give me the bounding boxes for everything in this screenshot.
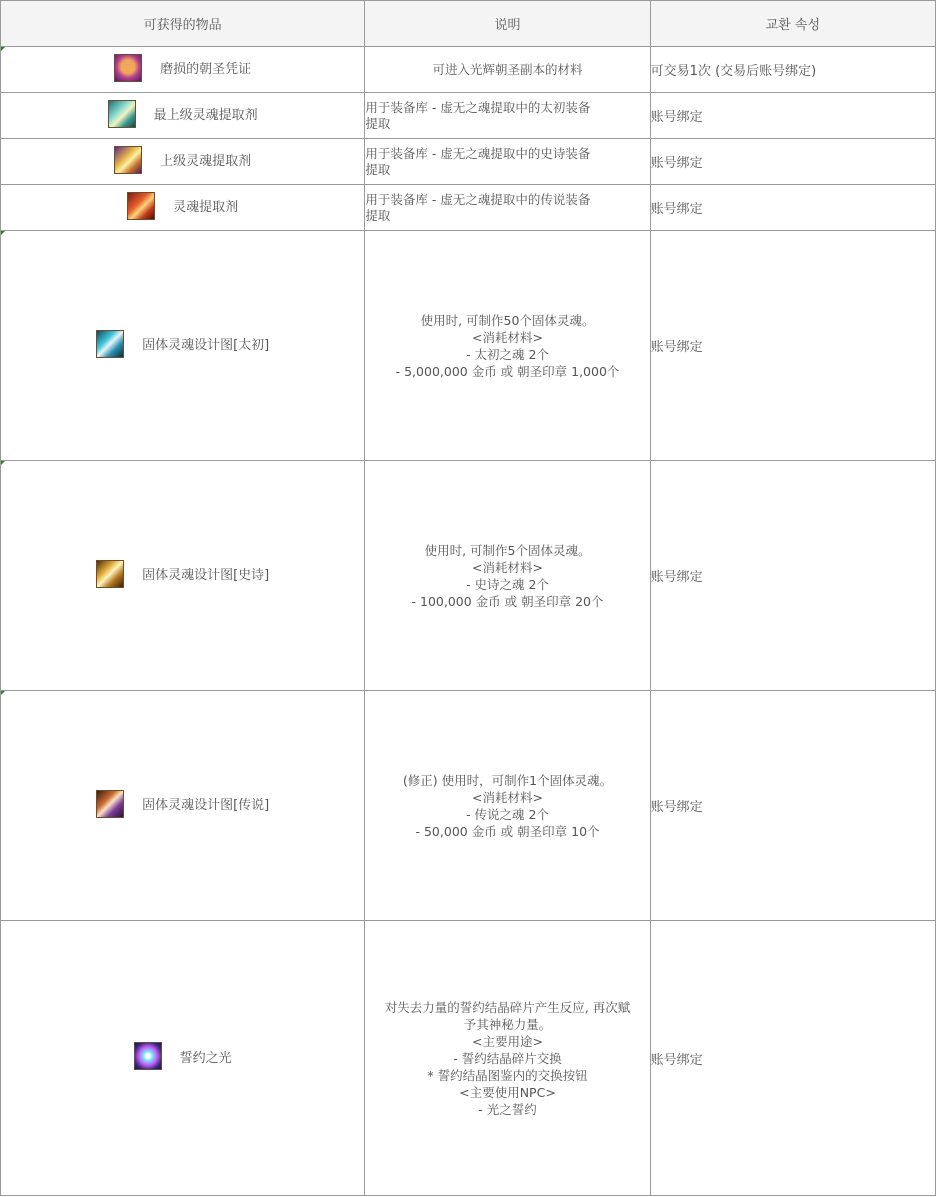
description-line: 提取 <box>365 161 391 177</box>
description-line: - 100,000 金币 或 朝圣印章 20个 <box>411 593 604 609</box>
item-cell <box>1 231 365 461</box>
soul-extractor-icon <box>127 192 155 220</box>
description-cell <box>365 93 650 139</box>
description-line: 使用时, 可制作50个固体灵魂。 <box>420 312 595 328</box>
description-cell <box>365 139 650 185</box>
description-line: 提取 <box>365 207 391 223</box>
item-name: 誓约之光 <box>179 1050 232 1066</box>
oath-light-icon <box>134 1042 162 1070</box>
exchange-attribute: 账号绑定 <box>650 93 935 139</box>
description-line: <主要用途> <box>472 1033 543 1049</box>
description-line: <消耗材料> <box>472 329 543 345</box>
table-row <box>1 691 936 921</box>
exchange-attribute: 账号绑定 <box>650 691 935 921</box>
description-line: 可进入光辉朝圣副本的材料 <box>432 62 583 77</box>
item-cell <box>1 93 365 139</box>
description-line: (修正) 使用时，可制作1个固体灵魂。 <box>402 772 613 788</box>
table-row <box>1 461 936 691</box>
description-line: - 誓约结晶碎片交换 <box>453 1050 562 1066</box>
exchange-attribute: 账号绑定 <box>650 185 935 231</box>
description-line: 用于装备库 - 虚无之魂提取中的太初装备 <box>365 99 591 115</box>
item-cell <box>1 185 365 231</box>
item-cell <box>1 461 365 691</box>
item-name: 灵魂提取剂 <box>173 200 239 215</box>
description-line: - 传说之魂 2个 <box>466 806 549 822</box>
blueprint-primeval-icon <box>96 330 124 358</box>
description-line: <消耗材料> <box>472 559 543 575</box>
top-soul-extractor-icon <box>108 100 136 128</box>
table-row <box>1 47 936 93</box>
description-line: * 誓约结晶图鉴内的交换按钮 <box>427 1067 588 1083</box>
item-name: 最上级灵魂提取剂 <box>153 108 258 123</box>
description-cell <box>365 691 650 921</box>
table-row <box>1 93 936 139</box>
description-line: <消耗材料> <box>472 789 543 805</box>
blueprint-epic-icon <box>96 560 124 588</box>
item-name: 固体灵魂设计图[传说] <box>142 798 270 813</box>
description-cell <box>365 185 650 231</box>
description-cell <box>365 921 650 1196</box>
description-line: - 50,000 金币 或 朝圣印章 10个 <box>415 823 600 839</box>
description-line: 使用时, 可制作5个固体灵魂。 <box>424 542 591 558</box>
header-exchange-attribute: 교환 속성 <box>650 1 935 47</box>
description-line: 提取 <box>365 115 391 131</box>
item-name: 固体灵魂设计图[太初] <box>142 338 270 353</box>
table-row <box>1 231 936 461</box>
description-line: - 史诗之魂 2个 <box>466 576 549 592</box>
description-cell <box>365 461 650 691</box>
description-line: 用于装备库 - 虚无之魂提取中的史诗装备 <box>365 145 591 161</box>
table-row <box>1 185 936 231</box>
exchange-attribute: 账号绑定 <box>650 139 935 185</box>
item-name: 上级灵魂提取剂 <box>160 154 252 169</box>
header-row <box>1 1 936 47</box>
description-line: - 太初之魂 2个 <box>466 346 549 362</box>
exchange-attribute: 可交易1次 (交易后账号绑定) <box>650 47 935 93</box>
description-line: 予其神秘力量。 <box>463 1016 552 1032</box>
exchange-attribute: 账号绑定 <box>650 921 935 1196</box>
header-item: 可获得的物品 <box>1 1 365 47</box>
blueprint-legendary-icon <box>96 790 124 818</box>
item-cell <box>1 691 365 921</box>
exchange-attribute: 账号绑定 <box>650 461 935 691</box>
item-cell <box>1 139 365 185</box>
item-name: 固体灵魂设计图[史诗] <box>142 568 270 583</box>
table-row <box>1 921 936 1196</box>
description-cell <box>365 231 650 461</box>
description-line: 用于装备库 - 虚无之魂提取中的传说装备 <box>365 191 591 207</box>
description-line: 对失去力量的誓约结晶碎片产生反应, 再次赋 <box>384 999 631 1015</box>
description-line: <主要使用NPC> <box>459 1084 556 1100</box>
description-cell <box>365 47 650 93</box>
item-cell <box>1 921 365 1196</box>
description-line: - 光之誓约 <box>478 1101 537 1117</box>
header-description: 说明 <box>365 1 650 47</box>
item-cell <box>1 47 365 93</box>
table-row <box>1 139 936 185</box>
description-line: - 5,000,000 金币 或 朝圣印章 1,000个 <box>395 363 620 379</box>
upper-soul-extractor-icon <box>114 146 142 174</box>
item-name: 磨损的朝圣凭证 <box>160 62 252 77</box>
exchange-attribute: 账号绑定 <box>650 231 935 461</box>
worn-certificate-icon <box>114 54 142 82</box>
